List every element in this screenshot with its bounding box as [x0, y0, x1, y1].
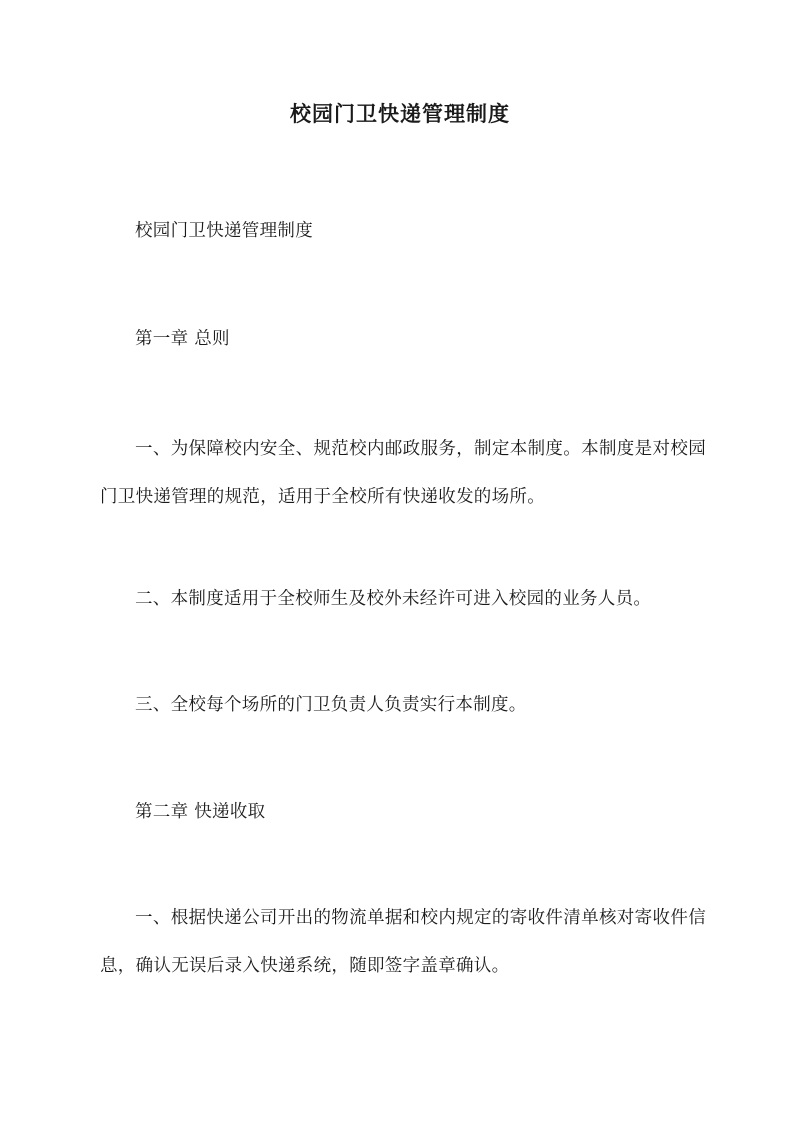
document-subtitle: 校园门卫快递管理制度: [135, 221, 313, 241]
chapter-heading-2: 第二章 快递收取: [135, 802, 266, 822]
paragraph-responsibility: 三、全校每个场所的门卫负责人负责实行本制度。: [135, 695, 527, 715]
paragraph-receiving: 一、根据快递公司开出的物流单据和校内规定的寄收件清单核对寄收件信息，确认无误后录入快递系统，随即签字盖章确认。: [100, 908, 706, 976]
paragraph-purpose: 一、为保障校内安全、规范校内邮政服务，制定本制度。本制度是对校园门卫快递管理的规范，适用于全校所有快递收发的场所。: [100, 439, 706, 507]
document-title: 校园门卫快递管理制度: [290, 101, 510, 126]
chapter-heading-1: 第一章 总则: [135, 329, 230, 349]
paragraph-scope: 二、本制度适用于全校师生及校外未经许可进入校园的业务人员。: [135, 589, 652, 609]
